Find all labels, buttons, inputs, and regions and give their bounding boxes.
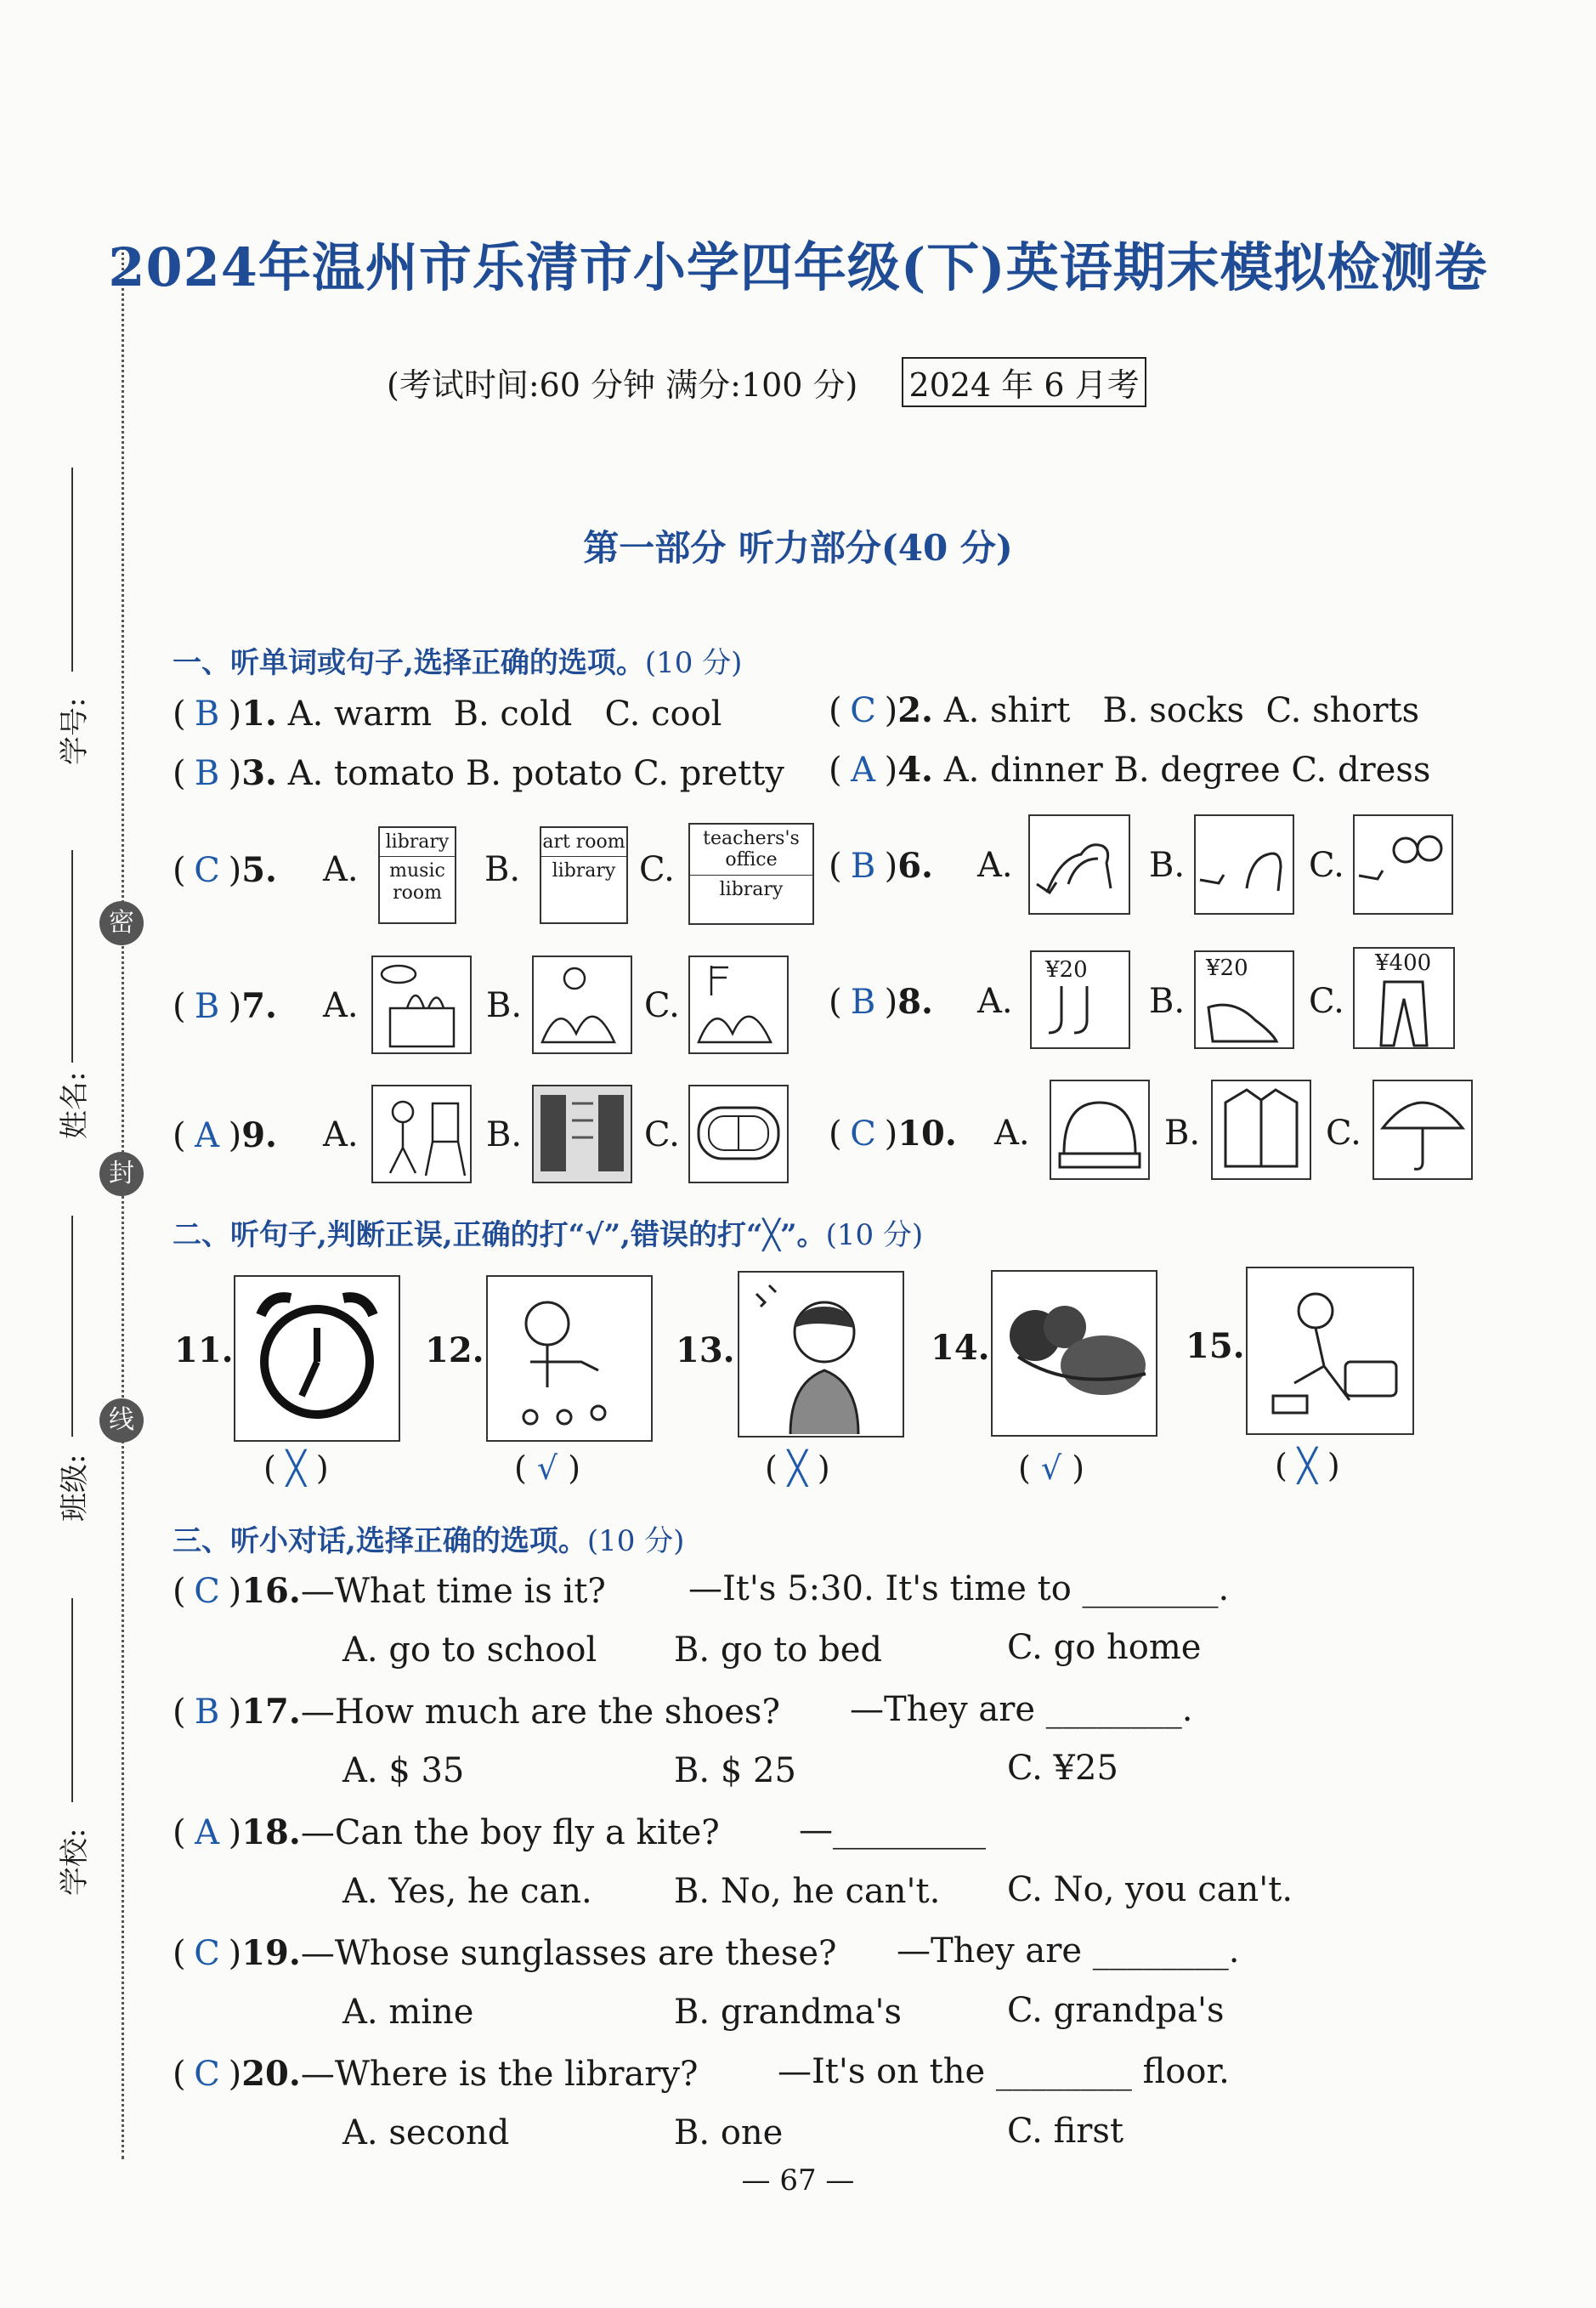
- question-number: 11.: [174, 1330, 234, 1370]
- option-c: C.: [644, 1115, 680, 1154]
- question-3: ( B )3. A. tomato B. potato C. pretty: [173, 753, 784, 793]
- price-tag: ¥20: [1045, 957, 1088, 983]
- question-2: ( C )2. A. shirt B. socks C. shorts: [829, 690, 1420, 730]
- judge-13: ( ╳ ): [765, 1449, 830, 1487]
- exam-info: [387, 357, 1146, 407]
- answer-2: C: [850, 691, 876, 730]
- name-label: 姓名:: [58, 1071, 92, 1139]
- option-b: B. grandma's: [674, 1993, 903, 2032]
- playground-icon: [688, 1085, 789, 1183]
- class-blank: [71, 1216, 73, 1437]
- option-b: B. cold: [453, 695, 573, 734]
- judge-mark: ╳: [286, 1449, 306, 1487]
- question-10: ( C )10.: [829, 1114, 957, 1154]
- option-a: A. second: [342, 2113, 510, 2152]
- answer-16: C: [194, 1572, 220, 1611]
- option-b: B.: [1149, 982, 1186, 1021]
- horse-hand-icon: [1194, 814, 1294, 915]
- option-a: A. mine: [342, 1993, 474, 2032]
- sunny-opera-house-icon: [532, 956, 632, 1054]
- option-c: C. cool: [604, 695, 722, 734]
- question-5: ( C )5.: [173, 850, 277, 890]
- school-label: 学校:: [58, 1828, 92, 1896]
- question-20: ( C )20.—Where is the library?: [173, 2054, 699, 2094]
- option-b: B. $ 25: [674, 1751, 796, 1790]
- question-7: ( B )7.: [173, 986, 277, 1026]
- section3-points: (10 分): [586, 1524, 685, 1558]
- judge-12: ( √ ): [514, 1449, 581, 1487]
- option-a: A. warm: [287, 695, 433, 734]
- judge-mark: ╳: [787, 1449, 807, 1487]
- answer-17: B: [194, 1693, 220, 1732]
- option-a: A.: [977, 982, 1013, 1021]
- question-16: ( C )16.—What time is it?: [173, 1571, 606, 1611]
- option-b: B.: [486, 1115, 523, 1154]
- seal-xian: 线: [99, 1398, 144, 1443]
- sign-art-room-library: [540, 826, 628, 924]
- sheep-hand-icon: [1353, 814, 1453, 915]
- option-c: C. dress: [1291, 751, 1431, 790]
- answer-9: A: [195, 1116, 220, 1155]
- question-text: —Whose sunglasses are these?: [300, 1934, 837, 1973]
- option-b: B.: [1149, 846, 1186, 885]
- judge-mark: ╳: [1297, 1447, 1317, 1484]
- option-a: A.: [323, 1115, 359, 1154]
- exam-title: 2024年温州市乐清市小学四年级(下)英语期末模拟检测卷: [108, 236, 1488, 298]
- judge-14: ( √ ): [1018, 1449, 1085, 1487]
- option-b: B. go to bed: [674, 1630, 882, 1670]
- option-a: A.: [323, 986, 359, 1025]
- option-c: C. ¥25: [1007, 1749, 1118, 1788]
- exam-time-score: (考试时间:60 分钟 满分:100 分): [387, 366, 858, 404]
- hat-icon: [1050, 1080, 1150, 1180]
- answer-8: B: [850, 983, 876, 1022]
- shoes-icon: [1194, 950, 1294, 1049]
- school-blank: [71, 1598, 73, 1802]
- section2-title: 二、听句子,判断正误,正确的打“√”,错误的打“╳”。: [173, 1218, 826, 1252]
- option-c: C. grandpa's: [1007, 1991, 1225, 2030]
- question-number: 6.: [897, 846, 933, 886]
- question-number: 7.: [241, 986, 277, 1026]
- answer-10: C: [850, 1114, 876, 1154]
- alarm-clock-icon: [234, 1275, 400, 1442]
- option-b: B. socks: [1102, 691, 1245, 730]
- option-b: B. No, he can't.: [674, 1872, 941, 1911]
- judge-15: ( ╳ ): [1275, 1447, 1340, 1484]
- question-text: —Where is the library?: [300, 2055, 699, 2094]
- sign-text: library: [552, 860, 616, 882]
- sign-text: music room: [389, 860, 445, 904]
- question-1: ( B )1. A. warm B. cold C. cool: [173, 694, 722, 734]
- option-b: B. degree: [1113, 751, 1281, 790]
- question-number: 1.: [241, 694, 277, 734]
- trousers-icon: [1353, 947, 1455, 1049]
- option-b: B.: [486, 986, 523, 1025]
- vegetables-icon: [991, 1270, 1157, 1437]
- question-number: 18.: [241, 1812, 301, 1852]
- question-number: 5.: [241, 850, 277, 890]
- question-number: 13.: [676, 1330, 735, 1370]
- library-shelves-icon: [532, 1085, 632, 1183]
- student-id-label: 学号:: [58, 697, 92, 765]
- answer-20: C: [194, 2055, 220, 2094]
- section1-title: 一、听单词或句子,选择正确的选项。: [173, 646, 645, 680]
- option-c: C. shorts: [1265, 691, 1420, 730]
- question-number: 4.: [897, 750, 933, 790]
- sign-text: library: [719, 878, 784, 900]
- question-17: ( B )17.—How much are the shoes?: [173, 1692, 780, 1732]
- question-text: —What time is it?: [300, 1572, 606, 1611]
- question-number: 19.: [241, 1933, 301, 1973]
- price-tag: ¥20: [1206, 956, 1248, 981]
- question-number: 9.: [241, 1115, 277, 1155]
- option-b: B. potato: [465, 754, 623, 793]
- response-text: —_________: [799, 1811, 986, 1850]
- class-label: 班级:: [58, 1454, 92, 1522]
- question-number: 10.: [897, 1114, 957, 1154]
- option-a: A. shirt: [943, 691, 1071, 730]
- question-19: ( C )19.—Whose sunglasses are these?: [173, 1933, 837, 1973]
- question-number: 12.: [425, 1330, 484, 1370]
- option-c: C.: [1309, 982, 1344, 1021]
- sign-teachers-office-library: [688, 823, 814, 925]
- question-number: 14.: [931, 1328, 990, 1368]
- answer-1: B: [194, 695, 220, 734]
- judge-11: ( ╳ ): [263, 1449, 329, 1487]
- option-c: C. first: [1007, 2112, 1124, 2151]
- cloudy-cathedral-icon: [371, 956, 472, 1054]
- question-6: ( B )6.: [829, 846, 933, 886]
- windy-opera-house-icon: [688, 956, 789, 1054]
- exam-date: 2024 年 6 月考: [902, 357, 1146, 407]
- answer-7: B: [194, 987, 220, 1026]
- option-a: A. go to school: [342, 1630, 597, 1670]
- question-text: —How much are the shoes?: [300, 1693, 780, 1732]
- section3-title: 三、听小对话,选择正确的选项。: [173, 1524, 587, 1558]
- sign-text: teachers's office: [690, 825, 812, 876]
- section3-heading: [173, 1517, 684, 1559]
- response-text: —It's 5:30. It's time to ________.: [688, 1569, 1230, 1608]
- option-a: A. Yes, he can.: [342, 1872, 592, 1911]
- boy-headache-icon: [738, 1271, 904, 1438]
- response-text: —They are ________.: [897, 1931, 1240, 1971]
- response-text: —It's on the ________ floor.: [778, 2052, 1230, 2091]
- question-number: 16.: [241, 1571, 301, 1611]
- section1-heading: [173, 639, 742, 681]
- section2-points: (10 分): [825, 1218, 924, 1252]
- option-c: C. No, you can't.: [1007, 1870, 1293, 1909]
- page-number: — 67 —: [741, 2163, 855, 2197]
- option-a: A.: [977, 846, 1013, 885]
- question-number: 8.: [897, 982, 933, 1022]
- option-a: A.: [323, 850, 359, 889]
- sign-text: art room: [541, 828, 626, 857]
- option-b: B.: [1164, 1114, 1201, 1153]
- response-text: —They are ________.: [850, 1690, 1193, 1729]
- option-c: C.: [1309, 846, 1344, 885]
- section1-points: (10 分): [644, 646, 743, 680]
- question-number: 15.: [1186, 1326, 1245, 1366]
- judge-mark: √: [1040, 1449, 1062, 1487]
- option-b: B.: [484, 850, 521, 889]
- girl-washing-clothes-icon: [1246, 1267, 1414, 1435]
- sign-text: library: [380, 828, 455, 857]
- girl-watering-flowers-icon: [486, 1275, 653, 1442]
- section2-heading: [173, 1211, 923, 1253]
- socks-icon: [1030, 950, 1130, 1049]
- option-b: B. one: [674, 2113, 784, 2152]
- option-a: A.: [994, 1114, 1030, 1153]
- option-a: A. dinner: [943, 751, 1103, 790]
- horses-hand-icon: [1028, 814, 1130, 915]
- name-blank: [71, 850, 73, 1063]
- answer-19: C: [194, 1934, 220, 1973]
- seal-mi: 密: [99, 901, 144, 945]
- question-9: ( A )9.: [173, 1115, 277, 1155]
- jacket-icon: [1211, 1080, 1311, 1180]
- option-c: C.: [1326, 1114, 1361, 1153]
- answer-5: C: [194, 851, 220, 890]
- question-number: 17.: [241, 1692, 301, 1732]
- question-number: 2.: [897, 690, 933, 730]
- option-c: C.: [639, 850, 675, 889]
- answer-6: B: [850, 847, 876, 886]
- judge-mark: √: [536, 1449, 558, 1487]
- question-number: 3.: [241, 753, 277, 793]
- answer-3: B: [194, 754, 220, 793]
- option-a: A. $ 35: [342, 1751, 465, 1790]
- umbrella-icon: [1372, 1080, 1473, 1180]
- option-c: C. go home: [1007, 1628, 1202, 1667]
- question-8: ( B )8.: [829, 982, 933, 1022]
- boy-drawing-icon: [371, 1085, 472, 1183]
- sign-library-music-room: [378, 826, 456, 924]
- option-c: C. pretty: [633, 754, 784, 793]
- question-number: 20.: [241, 2054, 301, 2094]
- question-text: —Can the boy fly a kite?: [300, 1813, 720, 1852]
- question-18: ( A )18.—Can the boy fly a kite?: [173, 1812, 720, 1852]
- option-a: A. tomato: [287, 754, 456, 793]
- answer-4: A: [851, 751, 876, 790]
- price-tag: ¥400: [1375, 950, 1432, 976]
- option-c: C.: [644, 986, 680, 1025]
- part-title: 第一部分 听力部分(40 分): [583, 527, 1013, 569]
- seal-feng: 封: [99, 1152, 144, 1196]
- question-4: ( A )4. A. dinner B. degree C. dress: [829, 750, 1431, 790]
- answer-18: A: [195, 1813, 220, 1852]
